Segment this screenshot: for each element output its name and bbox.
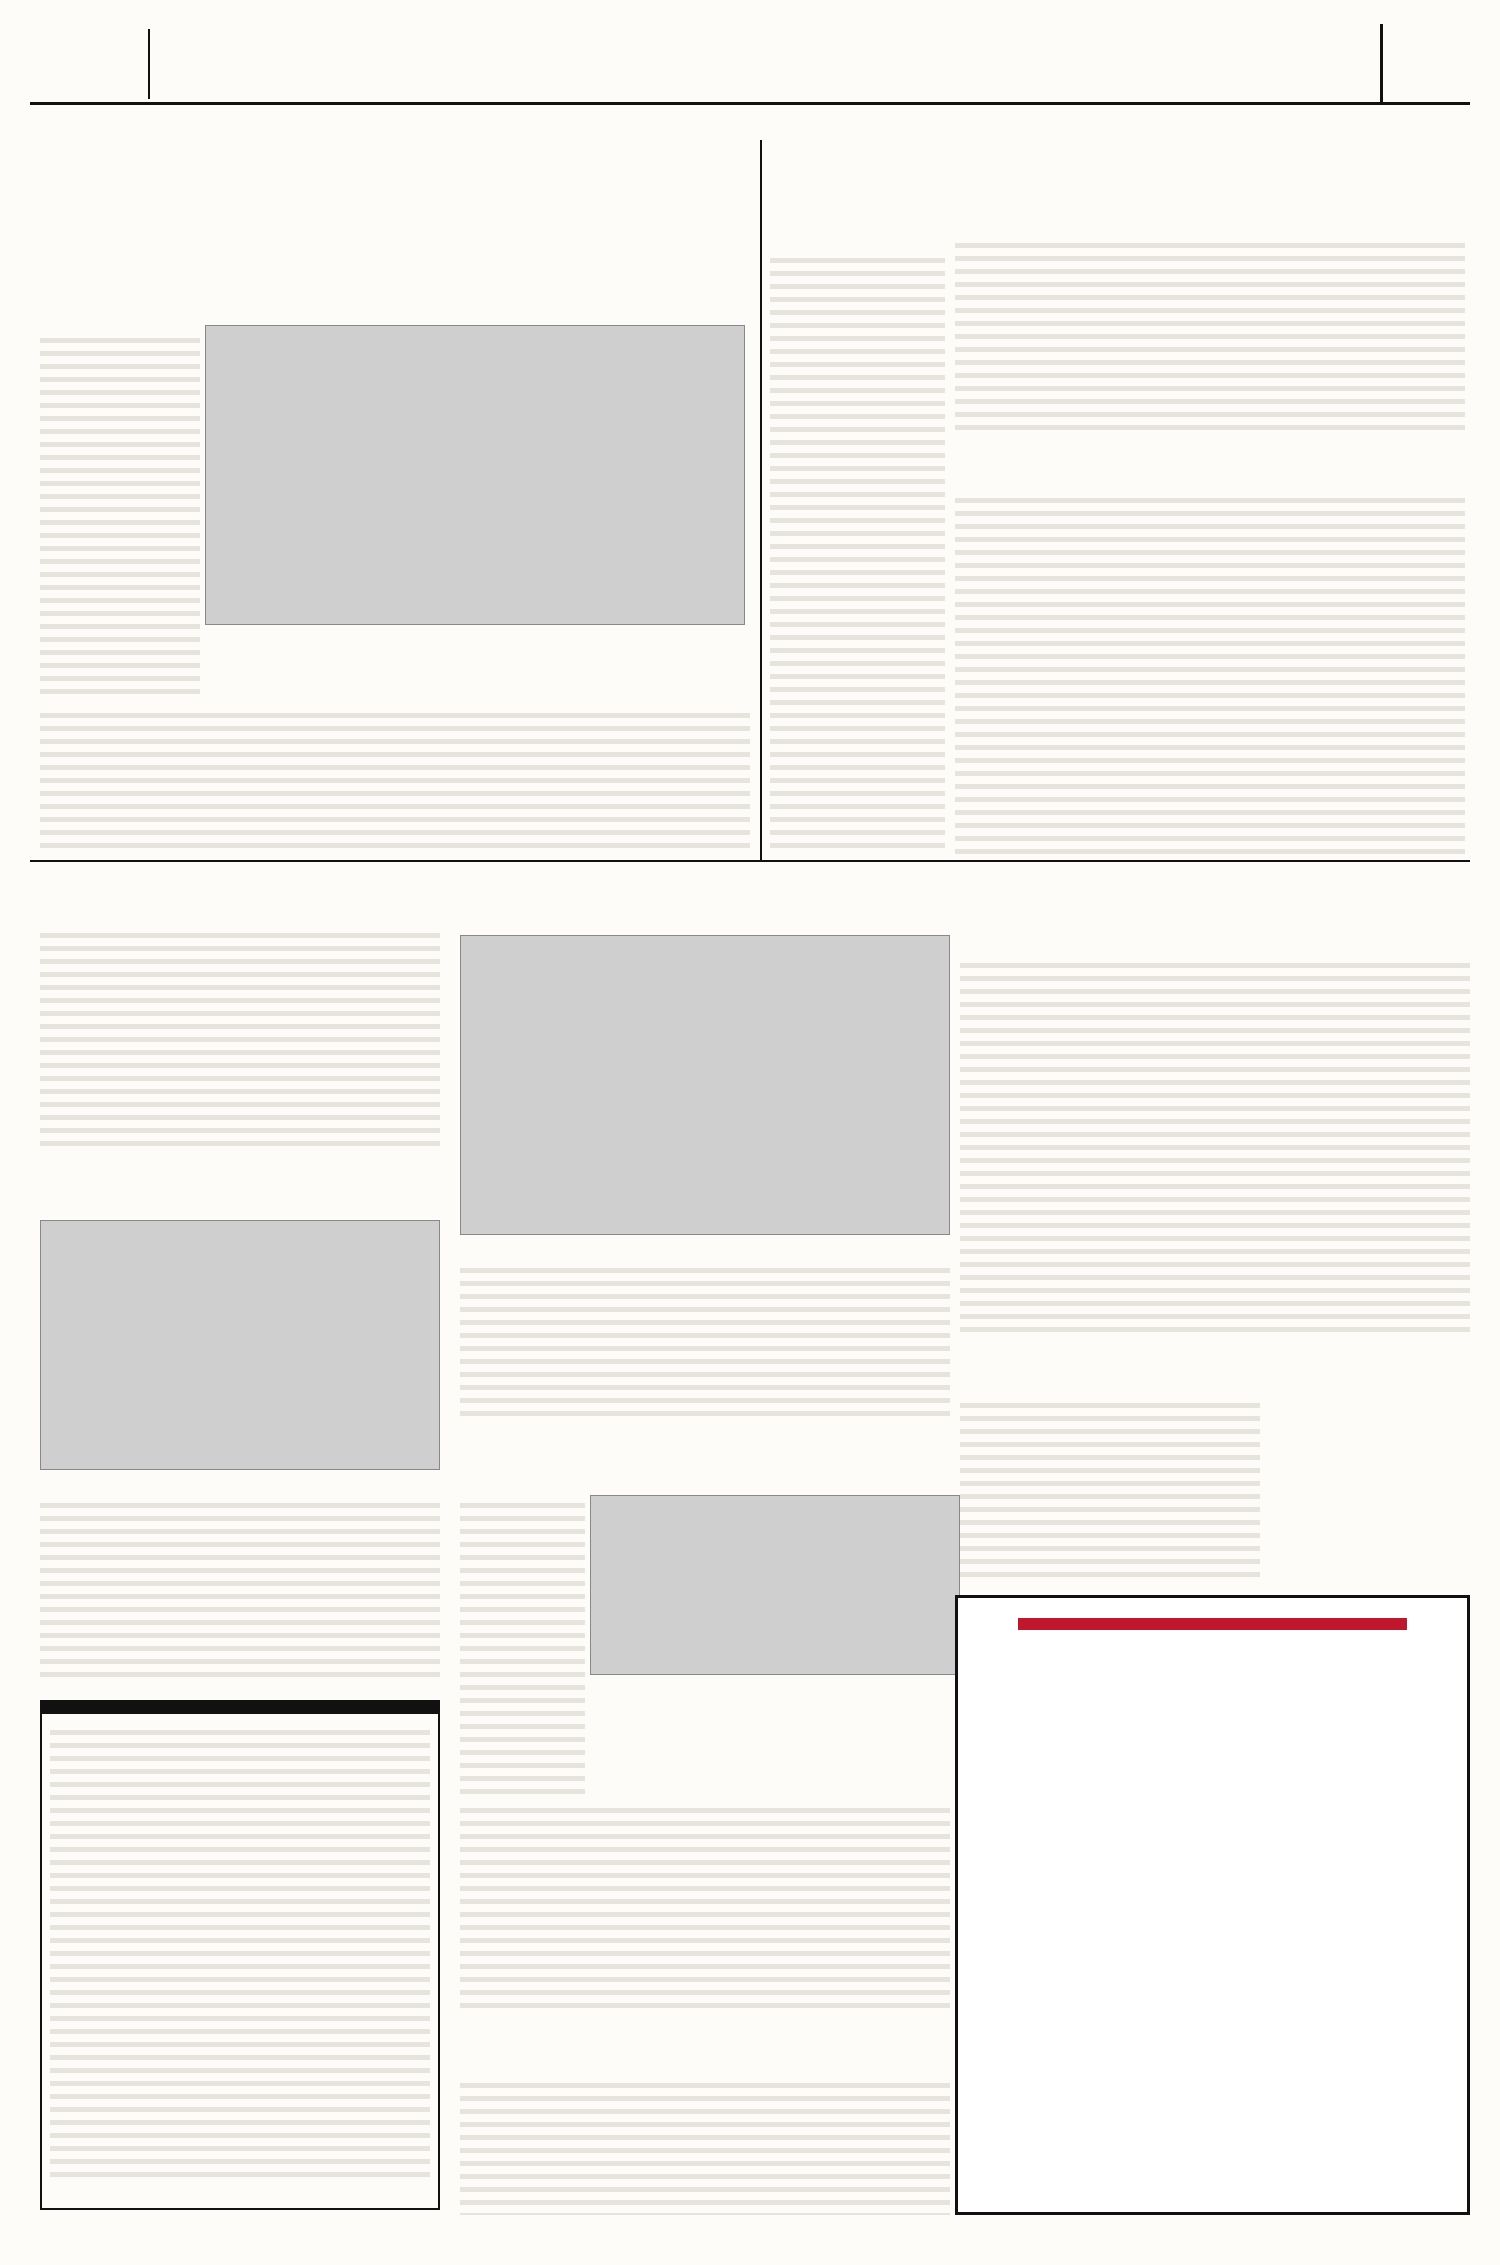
story-8-body <box>40 1495 440 1685</box>
story-12-body <box>460 2075 950 2215</box>
story-9-caption <box>590 1678 960 1696</box>
story-1-body <box>40 705 750 855</box>
story-6-photo <box>460 935 950 1235</box>
story-6-caption <box>460 1238 950 1256</box>
story-9-headline <box>460 1440 960 1490</box>
story-7-headline <box>960 870 1470 950</box>
story-1-body-lead <box>40 330 200 700</box>
story-10-body <box>960 1395 1260 1585</box>
page-number <box>1380 24 1470 104</box>
story-8-photo <box>40 1220 440 1470</box>
story-4-body <box>955 490 1465 855</box>
story-7-body <box>960 955 1470 1335</box>
story-1-headline <box>40 150 740 320</box>
masthead-logo <box>30 29 150 99</box>
story-1-kicker <box>60 115 660 149</box>
column-rule <box>760 140 762 860</box>
story-10-headline <box>960 1340 1470 1390</box>
advertisement <box>955 1595 1470 2215</box>
press-notice-body <box>50 1722 430 2182</box>
story-5-headline <box>40 870 440 920</box>
press-notice-title <box>42 1702 438 1714</box>
story-8-headline <box>40 1165 440 1215</box>
story-5-body <box>40 925 440 1150</box>
section-rule <box>30 860 1470 862</box>
press-notice <box>40 1700 440 2210</box>
story-4-headline <box>955 435 1465 485</box>
story-11-body <box>460 1800 950 2010</box>
story-6-headline <box>460 870 950 930</box>
story-2-body <box>770 250 945 850</box>
print-registration-marks <box>0 2235 1500 2255</box>
story-11-headline <box>460 1735 950 1795</box>
story-3-subhead <box>990 200 1460 230</box>
ad-offer <box>1018 1618 1407 1630</box>
story-1-photo <box>205 325 745 625</box>
story-12-headline <box>460 2020 950 2070</box>
story-9-photo <box>590 1495 960 1675</box>
story-2-headline <box>770 140 945 240</box>
masthead <box>30 25 1470 105</box>
story-11-kicker <box>470 1700 950 1730</box>
story-6-body <box>460 1260 950 1420</box>
story-3-headline <box>955 135 1465 195</box>
story-1-caption <box>205 628 745 646</box>
story-3-body <box>955 235 1465 430</box>
